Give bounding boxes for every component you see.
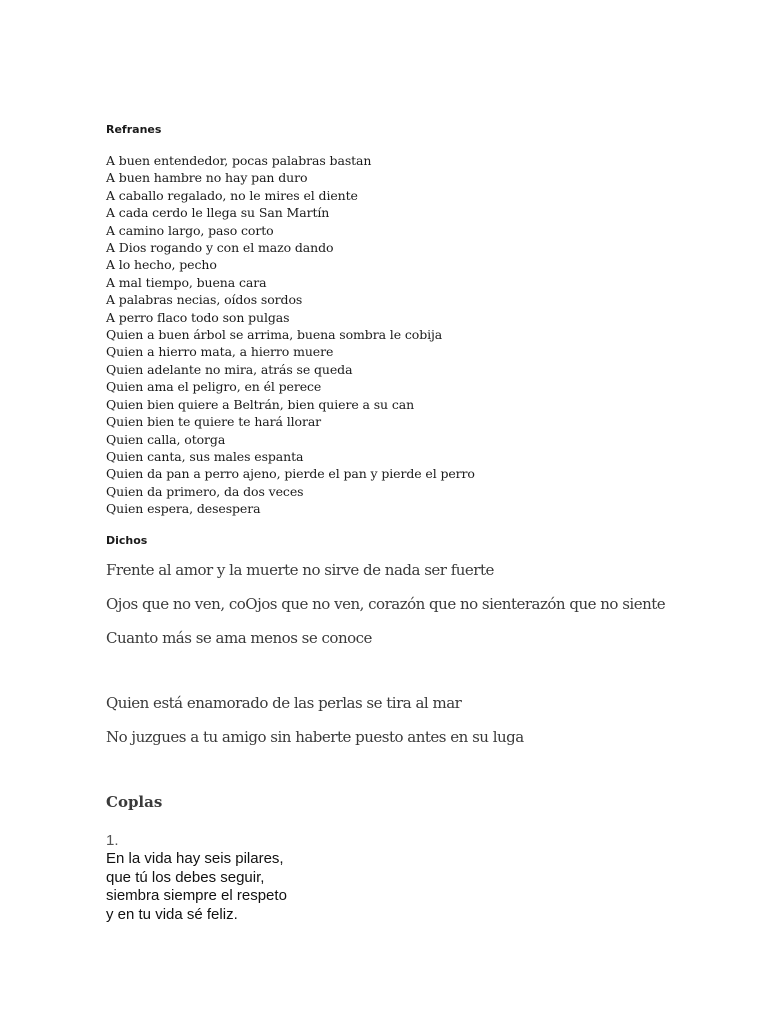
refran-item: Quien calla, otorga	[106, 431, 226, 447]
refran-item: Quien ama el peligro, en él perece	[106, 379, 322, 395]
refran-item: A cada cerdo le llega su San Martín	[106, 205, 330, 221]
dicho-item: No juzgues a tu amigo sin haberte puesto antes en su luga	[106, 728, 524, 746]
refran-item: Quien da pan a perro ajeno, pierde el pan y pierde el perro	[106, 466, 475, 482]
refran-item: A buen hambre no hay pan duro	[106, 170, 308, 186]
dicho-item: Ojos que no ven, coOjos que no ven, corazón que no sienterazón que no siente	[106, 595, 666, 613]
dicho-item: Frente al amor y la muerte no sirve de nada ser fuerte	[106, 561, 494, 579]
dicho-item: Quien está enamorado de las perlas se tira al mar	[106, 694, 462, 712]
refran-item: Quien da primero, da dos veces	[106, 483, 304, 499]
document-page	[106, 0, 746, 1024]
copla-lines	[106, 850, 287, 924]
refran-item: A perro flaco todo son pulgas	[106, 309, 290, 325]
refran-item: Quien adelante no mira, atrás se queda	[106, 361, 353, 377]
dichos-heading: Dichos	[106, 534, 148, 547]
refran-item: Quien bien te quiere te hará llorar	[106, 414, 322, 430]
copla-line: En la vida hay seis pilares,	[106, 850, 284, 867]
coplas-heading: Coplas	[106, 793, 163, 811]
copla-block	[106, 832, 287, 924]
dicho-item: Cuanto más se ama menos se conoce	[106, 629, 372, 647]
refran-item: Quien espera, desespera	[106, 501, 261, 517]
copla-line: que tú los debes seguir,	[106, 868, 265, 886]
copla-number: 1.	[106, 832, 119, 849]
copla-line: siembra siempre el respeto	[106, 887, 287, 904]
refran-item: A Dios rogando y con el mazo dando	[106, 240, 334, 256]
refran-item: Quien canta, sus males espanta	[106, 448, 304, 464]
refran-item: A camino largo, paso corto	[106, 222, 274, 238]
copla-line: y en tu vida sé feliz.	[106, 905, 238, 923]
refran-item: A mal tiempo, buena cara	[106, 274, 267, 290]
refranes-heading: Refranes	[106, 123, 162, 136]
refran-item: Quien bien quiere a Beltrán, bien quiere a su can	[106, 396, 415, 412]
refran-item: A lo hecho, pecho	[106, 257, 217, 273]
refran-item: A buen entendedor, pocas palabras bastan	[106, 153, 372, 168]
refranes-list	[106, 152, 475, 518]
refran-item: A palabras necias, oídos sordos	[106, 292, 303, 308]
refran-item: Quien a buen árbol se arrima, buena sombra le cobija	[106, 327, 443, 343]
refran-item: A caballo regalado, no le mires el diente	[106, 187, 358, 203]
refran-item: Quien a hierro mata, a hierro muere	[106, 344, 334, 360]
